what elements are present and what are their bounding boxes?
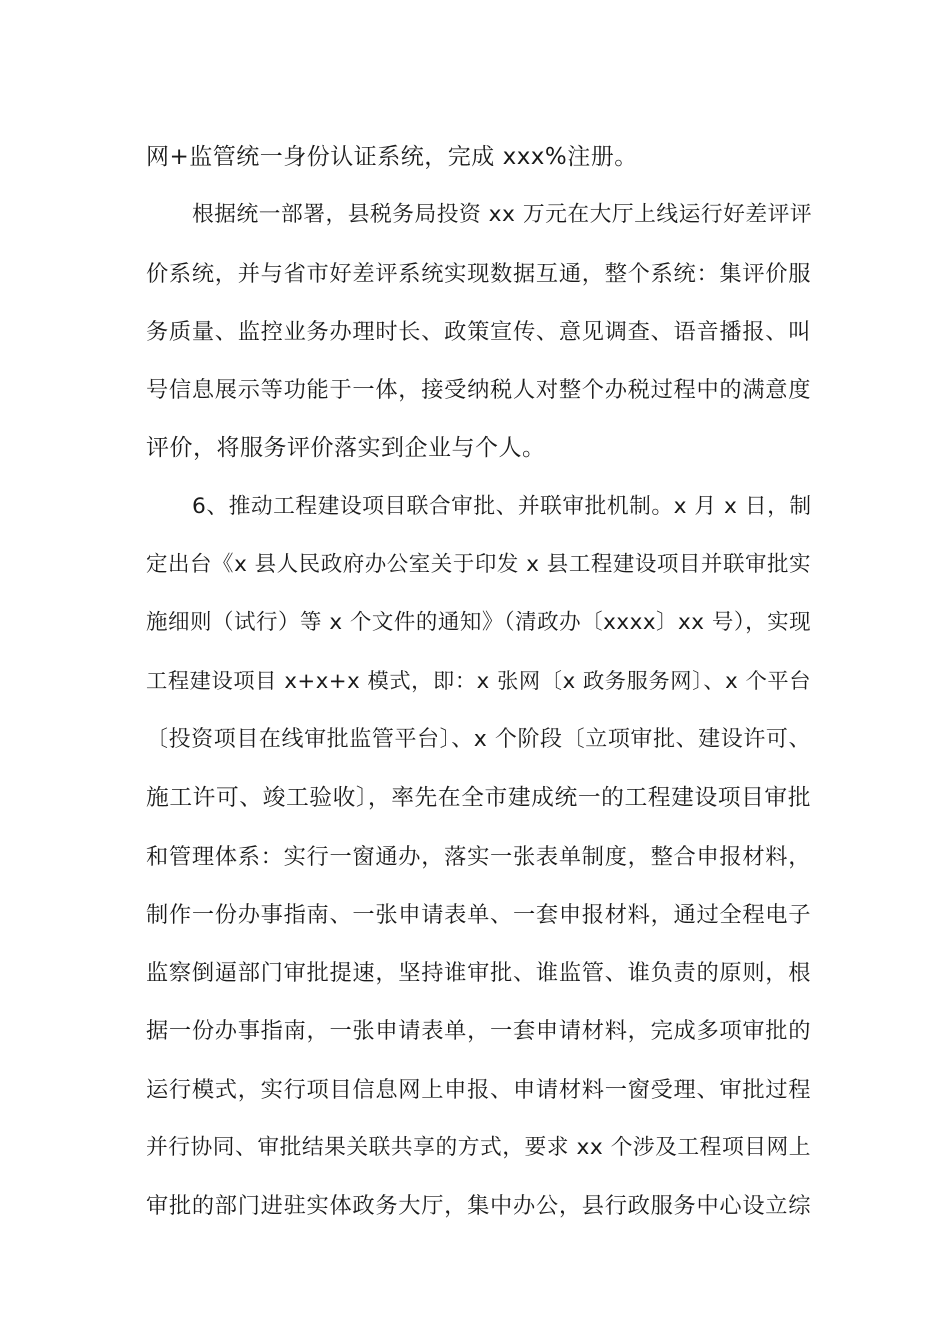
text-line-11: 〔投资项目在线审批监管平台〕、x 个阶段〔立项审批、建设许可、	[146, 726, 811, 752]
text-line-15: 监察倒逼部门审批提速，坚持谁审批、谁监管、谁负责的原则，根	[146, 960, 811, 987]
text-line-5: 号信息展示等功能于一体，接受纳税人对整个办税过程中的满意度	[146, 377, 811, 404]
text-line-7: 6、推动工程建设项目联合审批、并联审批机制。x 月 x 日，制	[192, 493, 812, 519]
text-line-10: 工程建设项目 x+x+x 模式，即：x 张网〔x 政务服务网〕、x 个平台	[146, 668, 811, 694]
text-line-4: 务质量、监控业务办理时长、政策宣传、意见调查、语音播报、叫	[146, 318, 811, 345]
text-line-1: 网+监管统一身份认证系统，完成 xxx%注册。	[146, 144, 638, 170]
text-line-9: 施细则（试行）等 x 个文件的通知》（清政办〔xxxx〕xx 号），实现	[146, 610, 812, 636]
text-line-13: 和管理体系：实行一窗通办，落实一张表单制度，整合申报材料，	[146, 843, 811, 870]
text-line-16: 据一份办事指南，一张申请表单，一套申请材料，完成多项审批的	[146, 1018, 811, 1045]
text-line-18: 并行协同、审批结果关联共享的方式，要求 xx 个涉及工程项目网上	[146, 1135, 811, 1161]
text-line-17: 运行模式，实行项目信息网上申报、申请材料一窗受理、审批过程	[146, 1076, 811, 1103]
text-line-6: 评价，将服务评价落实到企业与个人。	[146, 435, 546, 462]
text-line-12: 施工许可、竣工验收〕，率先在全市建成统一的工程建设项目审批	[146, 785, 811, 812]
body-text	[146, 128, 811, 1236]
text-line-19: 审批的部门进驻实体政务大厅，集中办公，县行政服务中心设立综	[146, 1193, 811, 1220]
text-line-8: 定出台《x 县人民政府办公室关于印发 x 县工程建设项目并联审批实	[146, 552, 811, 578]
text-line-14: 制作一份办事指南、一张申请表单、一套申报材料，通过全程电子	[146, 901, 811, 928]
text-line-2: 根据统一部署，县税务局投资 xx 万元在大厅上线运行好差评评	[192, 202, 813, 228]
text-line-3: 价系统，并与省市好差评系统实现数据互通，整个系统：集评价服	[146, 260, 811, 287]
